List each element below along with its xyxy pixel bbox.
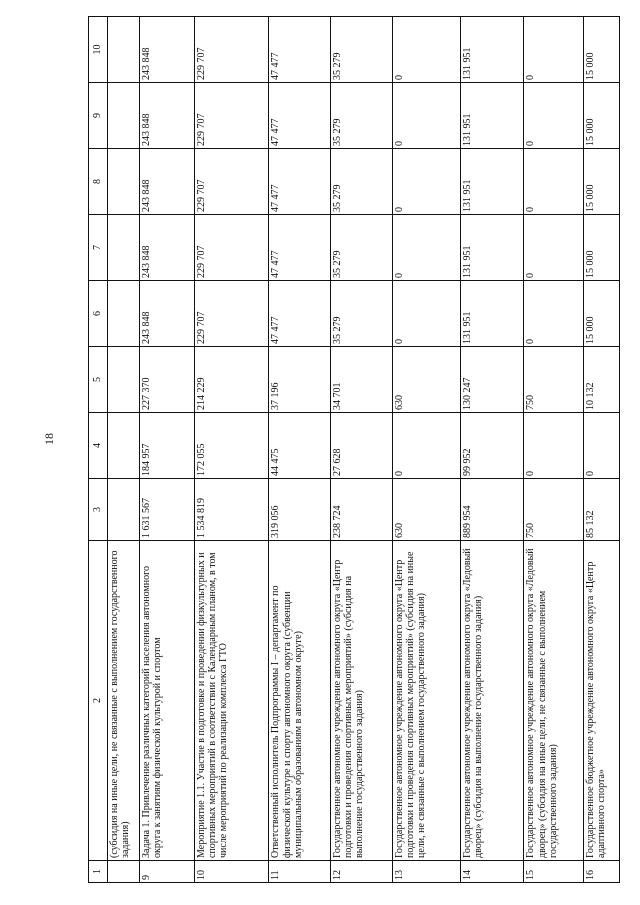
row-value: 889 954 — [460, 479, 524, 541]
row-value: 0 — [524, 149, 583, 215]
page-number: 18 — [42, 433, 56, 445]
row-value — [108, 83, 140, 149]
row-value: 172 055 — [195, 413, 269, 479]
row-value: 238 724 — [331, 479, 393, 541]
row-value: 0 — [524, 83, 583, 149]
row-number: 13 — [392, 861, 460, 883]
row-description: Государственное бюджетное учреждение автономного округа «Центр адаптивного спорта» — [583, 541, 619, 861]
table-row — [524, 17, 583, 883]
row-value: 37 196 — [269, 347, 331, 413]
row-value: 10 132 — [583, 347, 619, 413]
row-value: 44 475 — [269, 413, 331, 479]
row-value — [108, 215, 140, 281]
row-value: 15 000 — [583, 281, 619, 347]
row-number: 9 — [139, 861, 194, 883]
column-header: 5 — [89, 347, 108, 413]
row-value: 131 951 — [460, 149, 524, 215]
column-header: 3 — [89, 479, 108, 541]
row-value: 0 — [392, 281, 460, 347]
row-description: Ответственный исполнитель Подпрограммы I – департамент по физической культуре и спорту автономного округа (субвенции муниципальным образованиям в автономном округе) — [269, 541, 331, 861]
row-value: 243 848 — [139, 149, 194, 215]
row-value: 0 — [583, 413, 619, 479]
row-value: 85 132 — [583, 479, 619, 541]
table-row — [269, 17, 331, 883]
row-value: 1 534 819 — [195, 479, 269, 541]
row-value: 1 631 567 — [139, 479, 194, 541]
row-value — [108, 149, 140, 215]
row-value: 243 848 — [139, 83, 194, 149]
row-description: Задача 1. Привлечение различных категорий населения автономного округа к занятиям физической культурой и спортом — [139, 541, 194, 861]
row-value: 229 707 — [195, 149, 269, 215]
row-value: 15 000 — [583, 83, 619, 149]
row-value: 750 — [524, 479, 583, 541]
row-value: 35 279 — [331, 17, 393, 83]
row-description: Государственное автономное учреждение автономного округа «Центр подготовки и проведения спортивных мероприятий» (субсидия на иные цели, не связанные с выполнением государственного задания) — [392, 541, 460, 861]
row-value: 130 247 — [460, 347, 524, 413]
row-number — [108, 861, 140, 883]
row-value: 47 477 — [269, 215, 331, 281]
row-value: 0 — [524, 281, 583, 347]
table-row — [195, 17, 269, 883]
rotated-table-wrapper — [88, 17, 620, 883]
row-number: 15 — [524, 861, 583, 883]
row-value: 229 707 — [195, 17, 269, 83]
column-header: 8 — [89, 149, 108, 215]
row-value: 229 707 — [195, 215, 269, 281]
row-number: 16 — [583, 861, 619, 883]
row-value: 0 — [524, 17, 583, 83]
row-value: 131 951 — [460, 83, 524, 149]
column-header: 2 — [89, 541, 108, 861]
table-row — [583, 17, 619, 883]
row-value: 47 477 — [269, 281, 331, 347]
row-value: 0 — [524, 215, 583, 281]
row-description: Государственное автономное учреждение автономного округа «Центр подготовки и проведения спортивных мероприятий» (субсидия на выполнение государственного задания) — [331, 541, 393, 861]
column-header: 4 — [89, 413, 108, 479]
row-value: 243 848 — [139, 215, 194, 281]
row-value: 15 000 — [583, 149, 619, 215]
header-row — [89, 17, 108, 883]
row-value: 35 279 — [331, 281, 393, 347]
row-value: 35 279 — [331, 83, 393, 149]
row-value: 131 951 — [460, 281, 524, 347]
row-value: 0 — [392, 215, 460, 281]
row-value — [108, 17, 140, 83]
row-value: 27 628 — [331, 413, 393, 479]
row-value: 35 279 — [331, 149, 393, 215]
row-value: 0 — [524, 413, 583, 479]
row-value — [108, 413, 140, 479]
column-header: 1 — [89, 861, 108, 883]
row-description: (субсидия на иные цели, не связанные с выполнением государственного задания) — [108, 541, 140, 861]
row-value: 229 707 — [195, 281, 269, 347]
row-value: 47 477 — [269, 149, 331, 215]
row-description: Мероприятие 1.1. Участие в подготовке и проведении физкультурных и спортивных мероприятий в соответствии с Календарным планом, в том числе мероприятий по реализации комплекса ГТО — [195, 541, 269, 861]
row-value — [108, 281, 140, 347]
table-row — [460, 17, 524, 883]
row-value: 35 279 — [331, 215, 393, 281]
column-header: 10 — [89, 17, 108, 83]
row-value: 750 — [524, 347, 583, 413]
row-value: 0 — [392, 83, 460, 149]
budget-table — [88, 16, 620, 883]
row-value: 0 — [392, 413, 460, 479]
row-value: 0 — [392, 17, 460, 83]
row-value — [108, 479, 140, 541]
row-value: 630 — [392, 479, 460, 541]
row-description: Государственное автономное учреждение автономного округа «Ледовый дворец» (субсидия на иные цели, не связанные с выполнением государственного задания) — [524, 541, 583, 861]
row-value: 319 056 — [269, 479, 331, 541]
row-value — [108, 347, 140, 413]
row-value: 131 951 — [460, 215, 524, 281]
row-value: 243 848 — [139, 17, 194, 83]
table-row — [108, 17, 140, 883]
row-value: 229 707 — [195, 83, 269, 149]
table-row — [392, 17, 460, 883]
column-header: 7 — [89, 215, 108, 281]
row-value: 47 477 — [269, 83, 331, 149]
row-number: 12 — [331, 861, 393, 883]
row-value: 0 — [392, 149, 460, 215]
row-value: 243 848 — [139, 281, 194, 347]
row-number: 14 — [460, 861, 524, 883]
row-value: 131 951 — [460, 17, 524, 83]
column-header: 9 — [89, 83, 108, 149]
row-value: 630 — [392, 347, 460, 413]
row-value: 184 957 — [139, 413, 194, 479]
column-header: 6 — [89, 281, 108, 347]
table-row — [139, 17, 194, 883]
row-value: 15 000 — [583, 17, 619, 83]
row-value: 214 229 — [195, 347, 269, 413]
row-value: 47 477 — [269, 17, 331, 83]
row-number: 10 — [195, 861, 269, 883]
row-value: 99 952 — [460, 413, 524, 479]
row-description: Государственное автономное учреждение автономного округа «Ледовый дворец» (субсидия на выполнение государственного задания) — [460, 541, 524, 861]
row-value: 15 000 — [583, 215, 619, 281]
row-value: 227 370 — [139, 347, 194, 413]
row-number: 11 — [269, 861, 331, 883]
row-value: 34 701 — [331, 347, 393, 413]
table-row — [331, 17, 393, 883]
